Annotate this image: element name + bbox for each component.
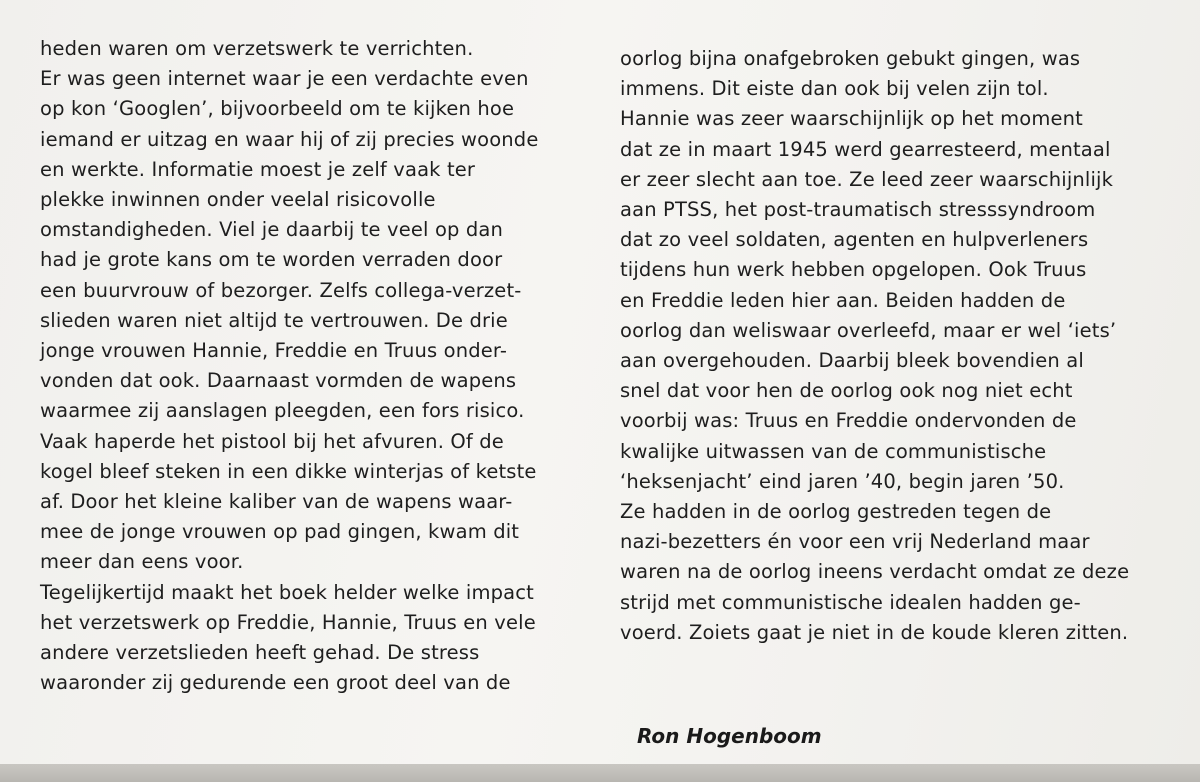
text-line: aan overgehouden. Daarbij bleek bovendien al — [620, 349, 1084, 373]
text-line: tijdens hun werk hebben opgelopen. Ook Truus — [620, 258, 1087, 282]
text-line: iemand er uitzag en waar hij of zij precies woonde — [40, 127, 539, 151]
text-line: dat zo veel soldaten, agenten en hulpverleners — [620, 228, 1089, 252]
text-line: nazi-bezetters én voor een vrij Nederland maar — [620, 530, 1090, 554]
text-line: had je grote kans om te worden verraden door — [40, 248, 503, 272]
text-line: oorlog bijna onafgebroken gebukt gingen, was — [620, 47, 1081, 70]
text-line: meer dan eens voor. — [40, 550, 244, 574]
text-line: heden waren om verzetswerk te verrichten. — [40, 37, 474, 60]
text-line: kogel bleef steken in een dikke winterjas of ketste — [40, 459, 537, 483]
text-line: kwalijke uitwassen van de communistische — [620, 439, 1047, 463]
text-line: oorlog dan weliswaar overleefd, maar er wel ‘iets’ — [620, 318, 1117, 342]
text-line: plekke inwinnen onder veelal risicovolle — [40, 188, 436, 212]
text-line: waaronder zij gedurende een groot deel van de — [40, 671, 511, 695]
text-line: snel dat voor hen de oorlog ook nog niet echt — [620, 379, 1073, 403]
text-line: dat ze in maart 1945 werd gearresteerd, mentaal — [620, 137, 1111, 161]
text-line: voerd. Zoiets gaat je niet in de koude kleren zitten. — [620, 620, 1129, 644]
text-line: een buurvrouw of bezorger. Zelfs collega-verzet- — [40, 278, 522, 302]
text-line: immens. Dit eiste dan ook bij velen zijn tol. — [620, 77, 1049, 101]
surface-below-page — [0, 764, 1200, 782]
text-line: voorbij was: Truus en Freddie ondervonden de — [620, 409, 1077, 433]
text-line: Er was geen internet waar je een verdachte even — [40, 67, 529, 91]
text-line: en werkte. Informatie moest je zelf vaak ter — [40, 157, 476, 181]
text-line: mee de jonge vrouwen op pad gingen, kwam dit — [40, 520, 520, 544]
text-line: en Freddie leden hier aan. Beiden hadden de — [620, 288, 1066, 312]
text-line: aan PTSS, het post-traumatisch stresssyndroom — [620, 198, 1096, 222]
text-line: vonden dat ook. Daarnaast vormden de wapens — [40, 369, 517, 393]
text-line: er zeer slecht aan toe. Ze leed zeer waarschijnlijk — [620, 167, 1114, 191]
right-text-column — [620, 44, 1195, 648]
text-line: op kon ‘Googlen’, bijvoorbeeld om te kijken hoe — [40, 97, 515, 121]
text-line: Tegelijkertijd maakt het boek helder welke impact — [40, 580, 534, 604]
author-signature: Ron Hogenboom — [637, 724, 822, 748]
text-line: Hannie was zeer waarschijnlijk op het moment — [620, 107, 1083, 131]
text-line: Vaak haperde het pistool bij het afvuren. Of de — [40, 429, 504, 453]
text-line: omstandigheden. Viel je daarbij te veel op dan — [40, 218, 504, 242]
text-line: waren na de oorlog ineens verdacht omdat ze deze — [620, 560, 1130, 584]
text-line: slieden waren niet altijd te vertrouwen. De drie — [40, 308, 508, 332]
text-line: waarmee zij aanslagen pleegden, een fors risico. — [40, 399, 525, 423]
left-text-column — [40, 34, 615, 698]
text-line: het verzetswerk op Freddie, Hannie, Truus en vele — [40, 610, 536, 634]
text-line: ‘heksenjacht’ eind jaren ’40, begin jaren ’50. — [620, 469, 1065, 493]
text-line: andere verzetslieden heeft gehad. De stress — [40, 641, 480, 665]
text-line: strijd met communistische idealen hadden ge- — [620, 590, 1081, 614]
text-line: af. Door het kleine kaliber van de wapens waar- — [40, 490, 513, 514]
text-line: jonge vrouwen Hannie, Freddie en Truus onder- — [40, 339, 508, 363]
text-line: Ze hadden in de oorlog gestreden tegen de — [620, 500, 1052, 524]
